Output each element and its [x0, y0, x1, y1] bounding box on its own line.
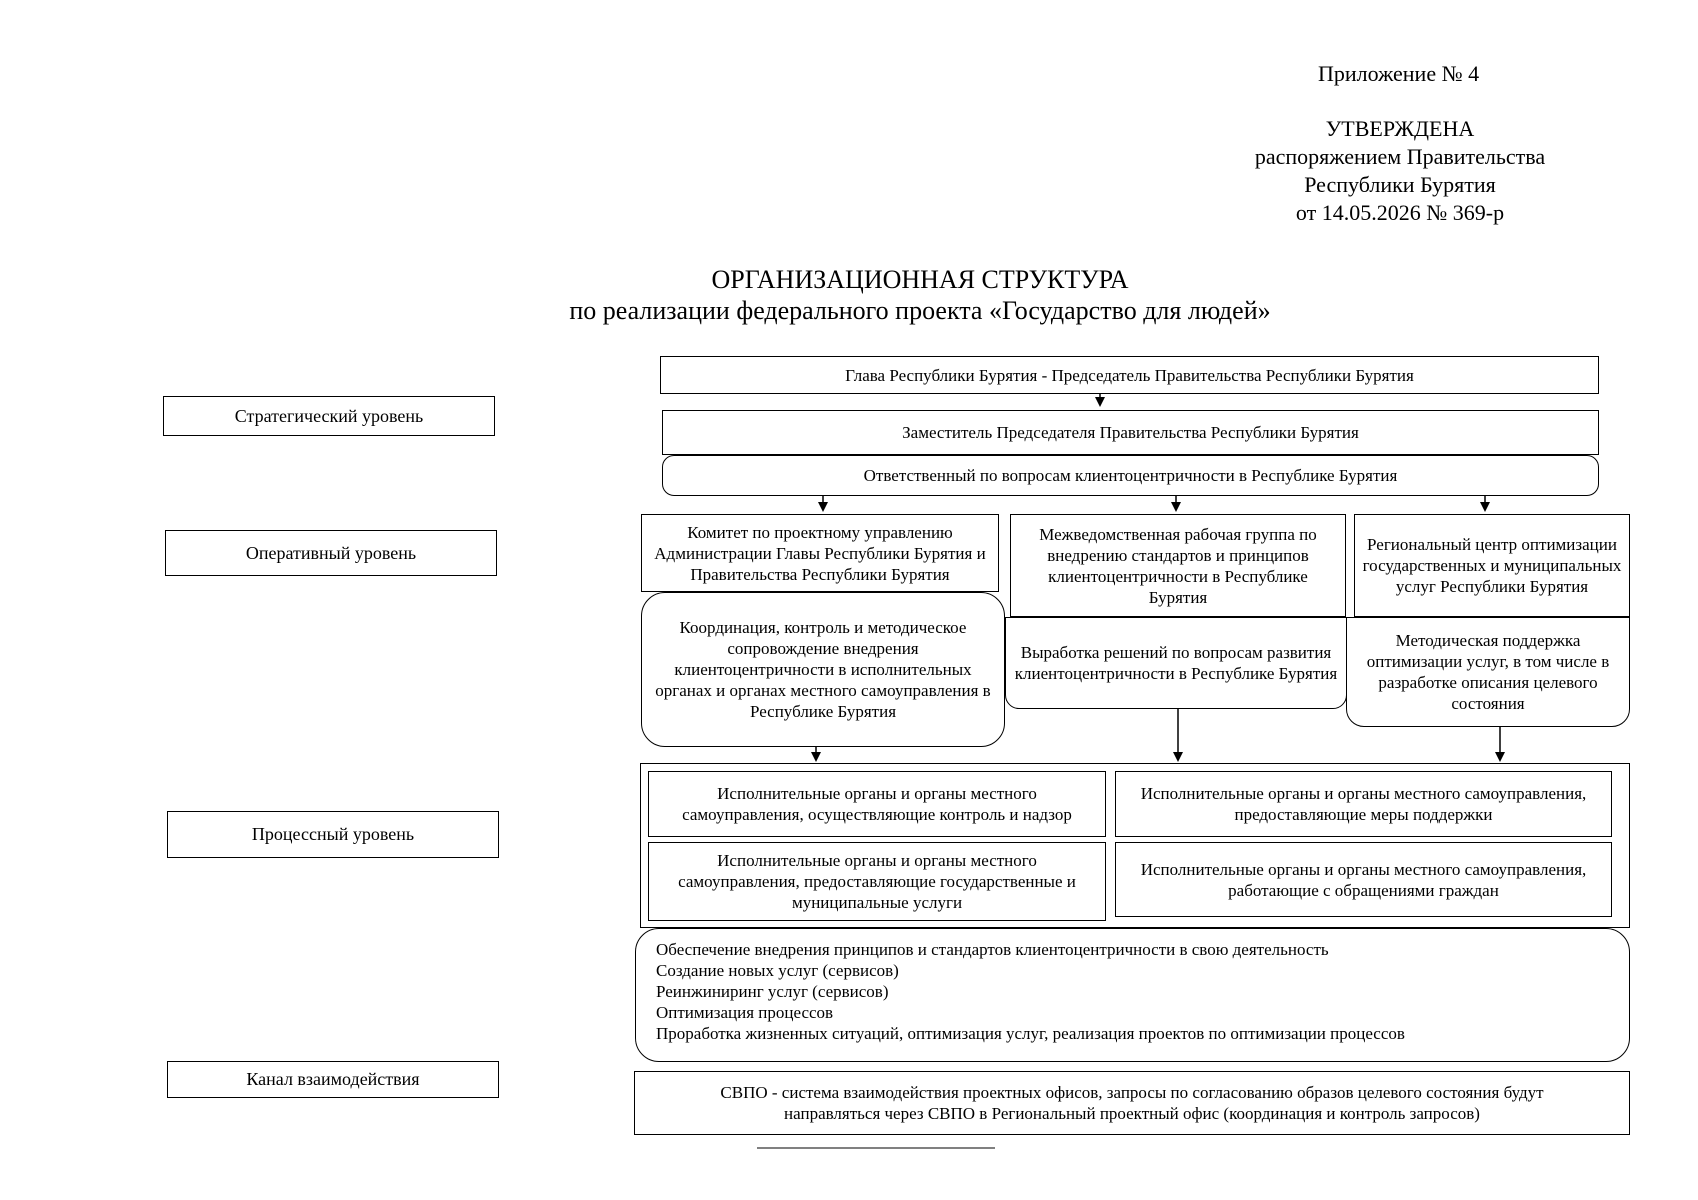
level-operative: Оперативный уровень: [165, 530, 497, 576]
approved-by-line-2: Республики Бурятия: [1304, 172, 1496, 197]
project-committee-box: Комитет по проектному управлению Администрации Главы Республики Бурятия и Правительства Республики Бурятия: [641, 514, 999, 592]
working-group-role-box: Выработка решений по вопросам развития клиентоцентричности в Республике Бурятия: [1005, 617, 1347, 709]
task-item: Обеспечение внедрения принципов и стандартов клиентоцентричности в свою деятельность: [656, 940, 1329, 959]
regional-center-role-box: Методическая поддержка оптимизации услуг, в том числе в разработке описания целевого состояния: [1346, 617, 1630, 727]
approved-label: УТВЕРЖДЕНА: [1325, 116, 1475, 141]
task-item: Проработка жизненных ситуаций, оптимизация услуг, реализация проектов по оптимизации процессов: [656, 1024, 1405, 1043]
svpo-channel-box: СВПО - система взаимодействия проектных офисов, запросы по согласованию образов целевого состояния будут направляться через СВПО в Региональный проектный офис (координация и контроль запросов): [634, 1071, 1630, 1135]
public-services-bodies-box: Исполнительные органы и органы местного самоуправления, предоставляющие государственные и муниципальные услуги: [648, 842, 1106, 921]
task-item: Создание новых услуг (сервисов): [656, 961, 899, 980]
committee-role-box: Координация, контроль и методическое сопровождение внедрения клиентоцентричности в исполнительных органах и органах местного самоуправления в Республике Бурятия: [641, 592, 1005, 747]
appendix-number: Приложение № 4: [1318, 61, 1480, 86]
regional-center-box: Региональный центр оптимизации государственных и муниципальных услуг Республики Бурятия: [1354, 514, 1630, 617]
title-line-1: ОРГАНИЗАЦИОННАЯ СТРУКТУРА: [711, 265, 1129, 294]
level-strategic: Стратегический уровень: [163, 396, 495, 436]
head-of-republic-box: Глава Республики Бурятия - Председатель Правительства Республики Бурятия: [660, 356, 1599, 394]
approved-by-line-1: распоряжением Правительства: [1254, 144, 1546, 169]
support-measures-bodies-box: Исполнительные органы и органы местного самоуправления, предоставляющие меры поддержки: [1115, 771, 1612, 837]
client-centricity-officer-box: Ответственный по вопросам клиентоцентричности в Республике Бурятия: [662, 455, 1599, 496]
task-item: Оптимизация процессов: [656, 1003, 834, 1022]
level-channel: Канал взаимодействия: [167, 1061, 499, 1098]
level-process: Процессный уровень: [167, 811, 499, 858]
control-supervision-bodies-box: Исполнительные органы и органы местного самоуправления, осуществляющие контроль и надзор: [648, 771, 1106, 837]
title-line-2: по реализации федерального проекта «Государство для людей»: [569, 296, 1271, 325]
process-tasks-box: [635, 928, 1630, 1062]
citizen-appeals-bodies-box: Исполнительные органы и органы местного самоуправления, работающие с обращениями граждан: [1115, 842, 1612, 917]
approval-date: от 14.05.2026 № 369-р: [1295, 200, 1505, 225]
working-group-box: Межведомственная рабочая группа по внедрению стандартов и принципов клиентоцентричности в Республике Бурятия: [1010, 514, 1346, 617]
task-item: Реинжиниринг услуг (сервисов): [656, 982, 889, 1001]
deputy-chairman-box: Заместитель Председателя Правительства Республики Бурятия: [662, 410, 1599, 455]
